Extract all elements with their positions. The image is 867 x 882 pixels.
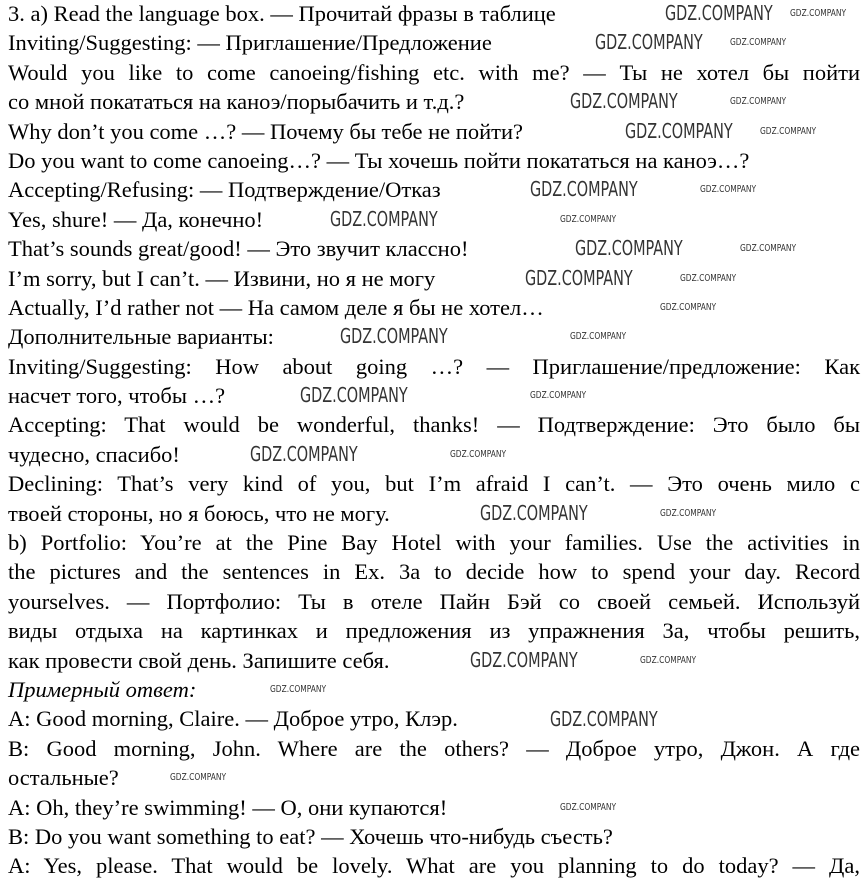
- dialogue-line: A: Good morning, Claire. — Доброе утро, Клэр.: [8, 706, 458, 732]
- text-line: как провести свой день. Запишите себя.: [8, 647, 390, 673]
- watermark: GDZ.COMPANY: [700, 184, 757, 196]
- watermark: GDZ.COMPANY: [730, 96, 787, 108]
- text-line: Yes, shure! — Да, конечно!: [8, 206, 264, 232]
- dialogue-line: остальные?: [8, 765, 119, 791]
- text-line: насчет того, чтобы …?: [8, 383, 226, 409]
- watermark: GDZ.COMPANY: [740, 243, 797, 255]
- text-line: Inviting/Suggesting: How about going …? — Приглашение/предложение: Как: [8, 353, 860, 379]
- watermark: GDZ.COMPANY: [525, 265, 633, 290]
- text-line: твоей стороны, но я боюсь, что не могу.: [8, 500, 390, 526]
- text-line: Inviting/Suggesting: — Приглашение/Предложение: [8, 30, 492, 56]
- text-line: Would you like to come canoeing/fishing etc. with me? — Ты не хотел бы пойти: [8, 59, 860, 85]
- text-line: That’s sounds great/good! — Это звучит классно!: [8, 236, 469, 262]
- text-line: b) Portfolio: You’re at the Pine Bay Hotel with your families. Use the activities in: [8, 530, 860, 556]
- text-line: со мной покататься на каноэ/порыбачить и т.д.?: [8, 89, 465, 115]
- text-line: Дополнительные варианты:: [8, 324, 274, 350]
- watermark: GDZ.COMPANY: [790, 8, 847, 19]
- text-line: yourselves. — Портфолио: Ты в отеле Пайн Бэй со своей семьей. Используй: [8, 588, 860, 614]
- exercise-heading: 3. a) Read the language box. — Прочитай фразы в таблице: [8, 1, 556, 26]
- text-line: Declining: That’s very kind of you, but I’m afraid I can’t. — Это очень мило с: [8, 471, 860, 497]
- watermark: GDZ.COMPANY: [730, 37, 787, 49]
- watermark: GDZ.COMPANY: [550, 706, 658, 731]
- watermark: GDZ.COMPANY: [560, 213, 617, 225]
- watermark: GDZ.COMPANY: [660, 302, 717, 313]
- watermark: GDZ.COMPANY: [530, 390, 587, 402]
- text-line: виды отдыха на картинках и предложения из упражнения 3а, чтобы решить,: [8, 618, 860, 644]
- watermark: GDZ.COMPANY: [680, 272, 737, 284]
- dialogue-line: B: Do you want something to eat? — Хочешь что-нибудь съесть?: [8, 823, 613, 849]
- watermark: GDZ.COMPANY: [570, 89, 678, 114]
- text-line: I’m sorry, but I can’t. — Извини, но я не могу: [8, 265, 436, 291]
- watermark: GDZ.COMPANY: [560, 801, 617, 813]
- watermark: GDZ.COMPANY: [625, 118, 733, 143]
- text-line: чудесно, спасибо!: [8, 441, 180, 467]
- watermark: GDZ.COMPANY: [595, 30, 703, 55]
- watermark: GDZ.COMPANY: [300, 383, 408, 408]
- watermark: GDZ.COMPANY: [760, 125, 817, 137]
- dialogue-line: A: Oh, they’re swimming! — О, они купаются!: [8, 794, 448, 820]
- text-line: Accepting/Refusing: — Подтверждение/Отказ: [8, 177, 441, 203]
- watermark: GDZ.COMPANY: [530, 177, 638, 202]
- watermark: GDZ.COMPANY: [665, 1, 773, 25]
- watermark: GDZ.COMPANY: [170, 772, 227, 784]
- watermark: GDZ.COMPANY: [340, 324, 448, 349]
- watermark: GDZ.COMPANY: [570, 331, 627, 343]
- sample-answer-heading: Примерный ответ:: [8, 676, 197, 702]
- text-line: Do you want to come canoeing…? — Ты хочешь пойти покататься на каноэ…?: [8, 147, 750, 173]
- watermark: GDZ.COMPANY: [660, 507, 717, 519]
- watermark: GDZ.COMPANY: [480, 500, 588, 525]
- dialogue-line: A: Yes, please. That would be lovely. What are you planning to do today? — Да,: [8, 853, 860, 879]
- watermark: GDZ.COMPANY: [250, 442, 358, 466]
- watermark: GDZ.COMPANY: [575, 236, 683, 261]
- watermark: GDZ.COMPANY: [450, 449, 507, 460]
- watermark: GDZ.COMPANY: [270, 684, 327, 696]
- text-line: Actually, I’d rather not — На самом деле я бы не хотел…: [8, 294, 544, 320]
- text-line: the pictures and the sentences in Ex. 3a to decide how to spend your day. Record: [8, 559, 860, 585]
- watermark: GDZ.COMPANY: [640, 654, 697, 666]
- watermark: GDZ.COMPANY: [470, 647, 578, 672]
- text-line: Accepting: That would be wonderful, thanks! — Подтверждение: Это было бы: [8, 412, 860, 438]
- dialogue-line: B: Good morning, John. Where are the others? — Доброе утро, Джон. А где: [8, 735, 860, 761]
- watermark: GDZ.COMPANY: [330, 206, 438, 231]
- text-line: Why don’t you come …? — Почему бы тебе не пойти?: [8, 118, 523, 144]
